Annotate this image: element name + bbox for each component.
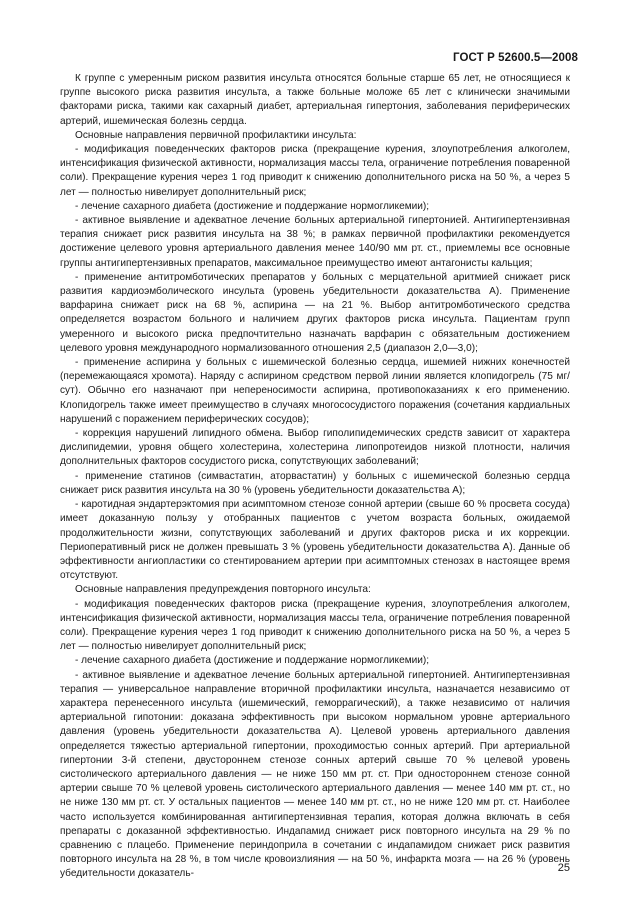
document-body	[60, 72, 570, 882]
paragraph: - лечение сахарного диабета (достижение и поддержание нормогликемии);	[75, 655, 430, 667]
paragraph: - применение антитромботических препаратов у больных с мерцательной аритмией снижает риск развития кардиоэмболического инсульта (уровень убедительности доказательства А). Применение варфарина снижает риск на 68 %, аспирина — на 21 %. Выбор антитромботического средства определяется возрастом больного и наличием других факторов риска инсульта. Пациентам групп умеренного и высокого риска предпочтительно назначать варфарин с обязательным достижением целевого уровня международного нормализованного отношения 2,5 (диапазон 2,0—3,0);	[60, 271, 570, 354]
paragraph: К группе с умеренным риском развития инсульта относятся больные старше 65 лет, не относящиеся к группе высокого риска развития инсульта, а также больные моложе 65 лет с клинически значимыми факторами риска, такими как сахарный диабет, артериальная гипертония, заболевания периферических артерий, ишемическая болезнь сердца.	[60, 73, 570, 127]
paragraph: - лечение сахарного диабета (достижение и поддержание нормогликемии);	[75, 200, 430, 212]
page-number: 25	[557, 862, 570, 874]
standard-code-header: ГОСТ Р 52600.5—2008	[453, 52, 578, 64]
paragraph: - коррекция нарушений липидного обмена. Выбор гиполипидемических средств зависит от характера дислипидемии, уровня общего холестерина, холестерина липопротеидов низкой плотности, наличия дополнительных факторов сосудистого риска, сопутствующих заболеваний;	[60, 428, 570, 468]
paragraph: Основные направления предупреждения повторного инсульта:	[75, 584, 371, 596]
paragraph: - применение статинов (симвастатин, аторвастатин) у больных с ишемической болезнью сердца снижает риск развития инсульта на 30 % (уровень убедительности доказательства А);	[60, 470, 570, 496]
paragraph: - каротидная эндартерэктомия при асимптомном стенозе сонной артерии (свыше 60 % просвета сосуда) имеет доказанную пользу у отобранных пациентов с учетом возраста больных, ожидаемой продолжительности жизни, сопутствующих заболеваний и других факторов риска и их коррекции. Периоперативный риск не должен превышать 3 % (уровень убедительности доказательства А). Данные об эффективности ангиопластики со стентированием артерии при асимптомных стенозах в настоящее время отсутствуют.	[60, 499, 570, 582]
paragraph: - активное выявление и адекватное лечение больных артериальной гипертонией. Антигипертензивная терапия — универсальное направление вторичной профилактики инсульта, назначается независимо от характера перенесенного инсульта (ишемический, геморрагический), а также независимо от наличия артериальной гипотонии: доказана эффективность при высоком нормальном уровне артериального давления (уровень убедительности доказательства А). Целевой уровень артериального давления определяется тяжестью артериальной гипертонии, проходимостью сонных артерий. При артериальной гипертонии 3-й степени, двустороннем стенозе сонных артерий свыше 70 % целевой уровень систолического артериального давления — не ниже 150 мм рт. ст. При одностороннем стенозе сонной артерии свыше 70 % целевой уровень систолического артериального давления — менее 140 мм рт. ст., но не ниже 130 мм рт. ст. У остальных пациентов — менее 140 мм рт. ст., но не ниже 120 мм рт. ст. Наиболее часто используется комбинированная антигипертензивная терапия, которая должна включать в себя препараты с доказанной эффективностью. Индапамид снижает риск повторного инсульта на 29 % по сравнению с плацебо. Применение периндоприла в сочетании с индапамидом снижает риск развития повторного инсульта на 28 %, в том числе кровоизлияния — на 50 %, инфаркта мозга — на 26 % (уровень убедительности доказатель-	[60, 669, 570, 880]
paragraph: - модификация поведенческих факторов риска (прекращение курения, злоупотребления алкоголем, интенсификация физической активности, нормализация массы тела, ограничение потребления поваренной соли). Прекращение курения через 1 год приводит к снижению дополнительного риска на 50 %, а через 5 лет — полностью нивелирует дополнительный риск;	[60, 144, 570, 198]
paragraph: - применение аспирина у больных с ишемической болезнью сердца, ишемией нижних конечностей (перемежающаяся хромота). Наряду с аспирином средством первой линии является клопидогрель (75 мг/сут). Обычно его назначают при непереносимости аспирина, противопоказаниях к его применению. Клопидогрель также имеет преимущество в случаях многососудистого поражения (сочетания кардиальных нарушений с поражением периферических сосудов);	[60, 357, 570, 425]
paragraph: - активное выявление и адекватное лечение больных артериальной гипертонией. Антигипертензивная терапия снижает риск развития инсульта на 38 %; в рамках первичной профилактики рекомендуется достижение целевого уровня артериального давления менее 140/90 мм рт. ст., приемлемы все основные группы антигипертензивных препаратов, максимальное преимущество имеют антагонисты кальция;	[60, 215, 570, 269]
paragraph: - модификация поведенческих факторов риска (прекращение курения, злоупотребления алкоголем, интенсификация физической активности, нормализация массы тела, ограничение потребления поваренной соли). Прекращение курения через 1 год приводит к снижению дополнительного риска на 50 %, а через 5 лет — полностью нивелирует дополнительный риск;	[60, 598, 570, 653]
paragraph: Основные направления первичной профилактики инсульта:	[75, 129, 357, 141]
